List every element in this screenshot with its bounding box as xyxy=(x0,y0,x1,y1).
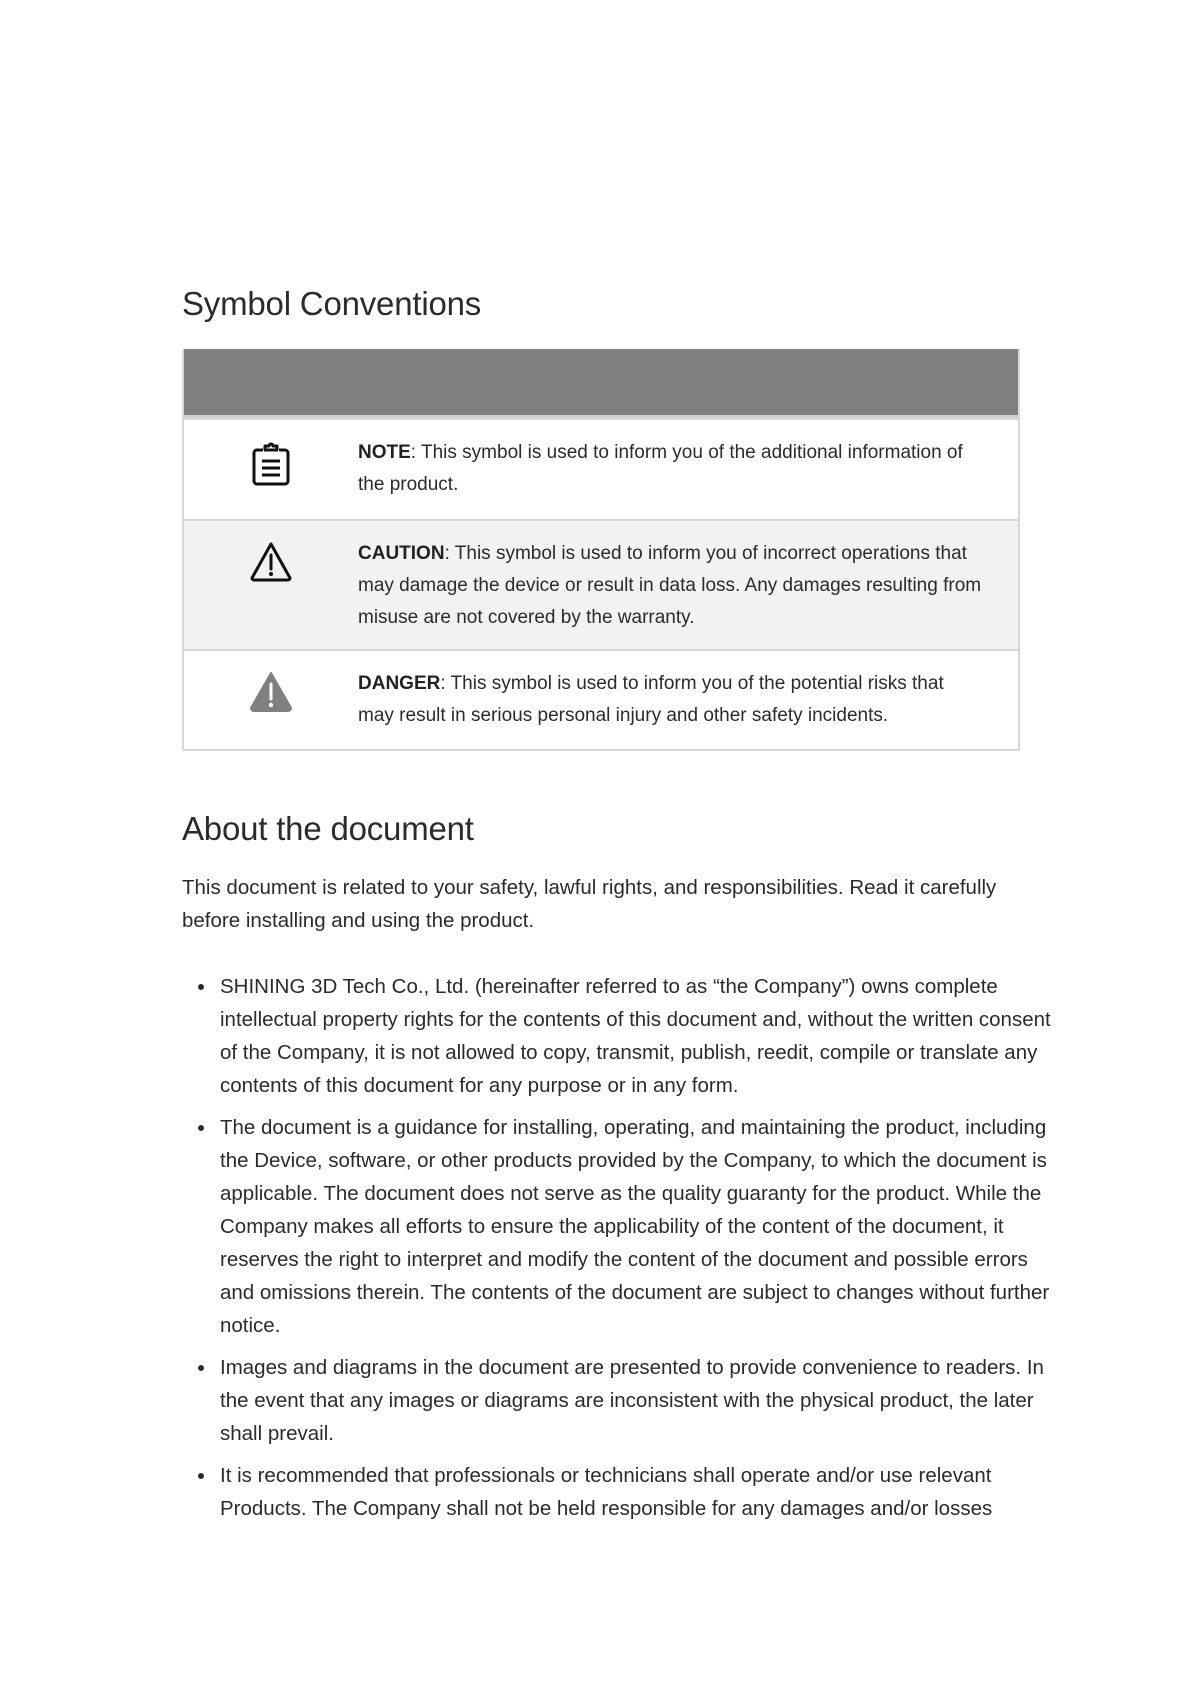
caution-description: CAUTION: This symbol is used to inform you of incorrect operations that may damage the device or result in data loss. Any damages resulting from misuse are not covered by the warranty. xyxy=(358,543,982,628)
about-intro-paragraph: This document is related to your safety, lawful rights, and responsibilities. Read it carefully before installing and using the product. xyxy=(182,876,997,932)
danger-label: DANGER xyxy=(358,673,441,694)
symbol-conventions-heading: Symbol Conventions xyxy=(182,285,482,322)
list-item: Images and diagrams in the document are presented to provide convenience to readers. In the event that any images or diagrams are inconsistent with the physical product, the later shall prevail. xyxy=(220,1351,1054,1450)
list-item: The document is a guidance for installing, operating, and maintaining the product, including the Device, software, or other products provided by the Company, to which the document is applicable. The document does not serve as the quality guaranty for the product. While the Company makes all efforts to ensure the applicability of the content of the document, it reserves the right to interpret and modify the content of the document and possible errors and omissions therein. The contents of the document are subject to changes without further notice. xyxy=(220,1111,1054,1342)
danger-description: DANGER: This symbol is used to inform you of the potential risks that may result in serious personal injury and other safety incidents. xyxy=(358,673,944,726)
table-row-danger xyxy=(184,649,1018,749)
clipboard-note-icon xyxy=(251,442,291,486)
list-item: SHINING 3D Tech Co., Ltd. (hereinafter referred to as “the Company”) owns complete intellectual property rights for the contents of this document and, without the written consent of the Company, it is not allowed to copy, transmit, publish, reedit, compile or translate any contents of this document for any purpose or in any form. xyxy=(220,970,1054,1102)
table-row-note xyxy=(184,418,1018,519)
caution-triangle-outline-icon xyxy=(249,541,293,583)
note-label: NOTE xyxy=(358,442,411,463)
about-document-heading: About the document xyxy=(182,810,474,847)
table-header xyxy=(184,349,1018,418)
symbol-conventions-table xyxy=(182,349,1020,751)
danger-triangle-filled-icon xyxy=(249,671,293,713)
list-item: It is recommended that professionals or technicians shall operate and/or use relevant Products. The Company shall not be held responsible for any damages and/or losses xyxy=(220,1459,1054,1525)
note-description: NOTE: This symbol is used to inform you of the additional information of the product. xyxy=(358,442,963,495)
caution-label: CAUTION xyxy=(358,543,445,564)
table-row-caution xyxy=(184,519,1018,649)
about-bullet-list xyxy=(182,970,1054,1534)
